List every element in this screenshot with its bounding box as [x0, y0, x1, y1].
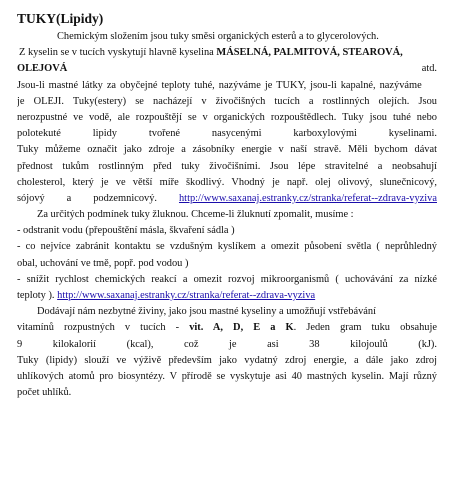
- paragraph-definition-line: je OLEJI. Tuky(estery) se nacházejí v živočišných tucích a rostlinných olejích. Jsou: [17, 95, 437, 107]
- acids-bold-names: MÁSELNÁ, PALMITOVÁ, STEAROVÁ,: [216, 47, 403, 59]
- vitamins-suffix: . Jeden gram tuku obsahuje: [293, 322, 437, 334]
- acids-suffix: atd.: [421, 63, 437, 75]
- paragraph-acids-line1: [17, 45, 437, 61]
- paragraph-definition-line: Jsou-li mastné látky za obyčejné teploty tuhé, nazýváme je TUKY, jsou-li kapalné, nazýváme: [17, 79, 422, 91]
- bullet-item: - snížit rychlost chemických reakcí a omezit rozvoj mikroorganismů ( uchovávání za nízké: [17, 273, 437, 285]
- paragraph-nutrition-line: 9 kilokalorií (kcal), což je asi 38 kilojoulů (kJ).: [17, 338, 437, 350]
- paragraph-intro: Chemickým složením jsou tuky směsi organických esterů a to glycerolových.: [57, 31, 379, 42]
- paragraph-definition-line: Tuky můžeme označit jako zdroje a zásobníky energie v naší stravě. Měli bychom dávat: [17, 144, 437, 156]
- vitamins-bold: vit. A, D, E a K: [189, 322, 294, 334]
- paragraph-definition-line: přednost tukům rostlinným před tuky živočišními. Jsou lépe stravitelné a neobsahují: [17, 160, 437, 172]
- reference-link[interactable]: http://www.saxanaj.estranky.cz/stranka/referat--zdrava-vyziva: [178, 192, 437, 204]
- vitamins-prefix: vitamínů rozpustných v tucích -: [17, 322, 180, 334]
- acids-bold-oleic: OLEJOVÁ: [17, 63, 68, 75]
- page-title: TUKY(Lipidy): [17, 11, 104, 26]
- paragraph-nutrition-line: Dodávají nám nezbytné živiny, jako jsou mastné kyseliny a umožňují vstřebávání: [37, 306, 376, 318]
- paragraph-nutrition-line: počet uhlíků.: [17, 387, 72, 399]
- paragraph-definition-line: nerozpustné ve vodě, ale rozpouštějí se v organických rozpouštědlech. Tuky jsou tuhé nebo: [17, 111, 437, 123]
- bullet-item: - co nejvíce zabránit kontaktu se vzdušným kyslíkem a omezit působení světla ( neprůhledný: [17, 241, 437, 253]
- bullet-last-text: teploty ).: [17, 290, 55, 301]
- bullet-item: - odstranit vodu (přepouštění másla, škvaření sádla ): [17, 225, 235, 237]
- paragraph-nutrition-line: uhlíkových atomů pro biosyntézy. V přírodě se vyskytuje asi 40 mastných kyselin. Mají různý: [17, 370, 437, 382]
- paragraph-definition-last-line: [17, 191, 437, 207]
- paragraph-acids-line2: [17, 61, 437, 77]
- bullet-item-continuation: obal, uchování ve tmě, popř. pod vodou ): [17, 257, 189, 269]
- paragraph-nutrition-vitamins: [17, 320, 437, 336]
- bullet-item-last: [17, 288, 437, 304]
- acids-prefix: Z kyselin se v tucích vyskytují hlavně kyselina: [19, 47, 214, 59]
- reference-link[interactable]: http://www.saxanaj.estranky.cz/stranka/referat--zdrava-vyziva: [57, 290, 316, 301]
- paragraph-rancidity: Za určitých podmínek tuky žluknou. Chceme-li žluknutí zpomalit, musíme :: [37, 209, 354, 221]
- paragraph-definition-line: polotekuté lipidy tvořené nasycenými karboxylovými kyselinami.: [17, 128, 437, 140]
- definition-last-text: sójový a podzemnicový.: [17, 192, 158, 204]
- paragraph-nutrition-line: Tuky (lipidy) slouží ve výživě především jako vydatný zdroj energie, a dále jako zdroj: [17, 354, 437, 366]
- paragraph-definition-line: cholesterol, který je ve větší míře škodlivý. Vhodný je např. olej olivový, slunečnicový,: [17, 176, 437, 188]
